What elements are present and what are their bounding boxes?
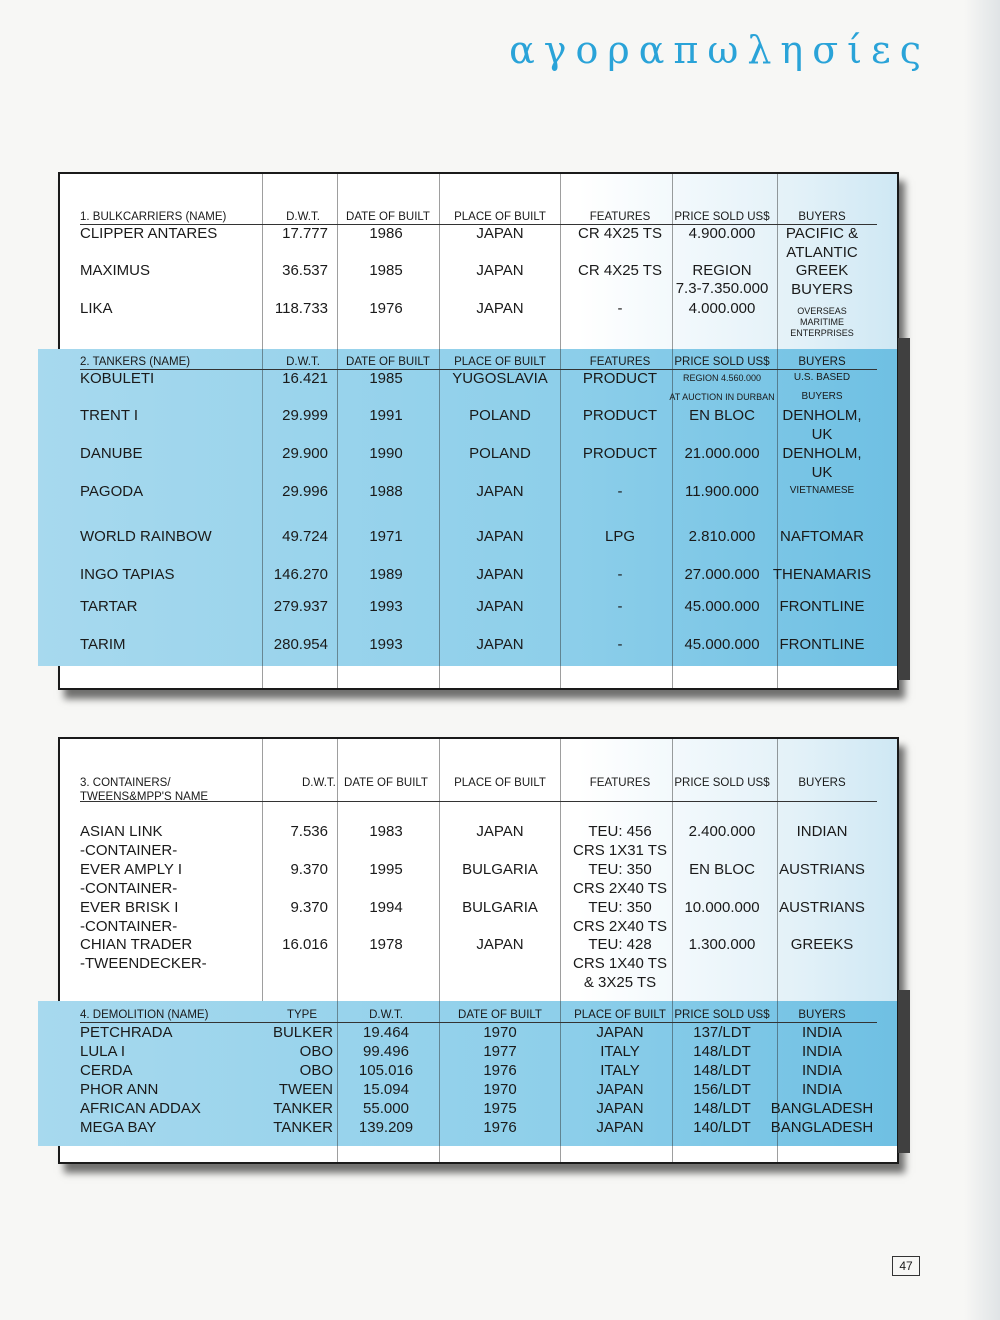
vessel-name: LIKA (80, 300, 113, 317)
page-number: 47 (892, 1256, 920, 1276)
dwt-value: 29.996 (282, 483, 328, 500)
year-built: 1976 (483, 1062, 517, 1079)
buyers: INDIA (801, 1024, 843, 1041)
buyers: INDIA (801, 1043, 843, 1060)
features: CRS 1X31 TS (573, 842, 667, 859)
features: TEU: 350 (588, 861, 652, 878)
price-sold: 140/LDT (693, 1119, 751, 1136)
place-built: BULGARIA (462, 899, 538, 916)
place-built: JAPAN (476, 636, 524, 653)
year-built: 1985 (369, 262, 403, 279)
price-sold: EN BLOC (689, 861, 755, 878)
buyers: U.S. BASED (793, 372, 851, 383)
year-built: 1977 (483, 1043, 517, 1060)
column-header: TWEENS&MPP'S NAME (80, 791, 209, 803)
panel-bulk-tankers (58, 172, 899, 690)
column-header: PLACE OF BUILT (454, 777, 546, 789)
place-built: POLAND (469, 407, 531, 424)
column-header: PRICE SOLD US$ (674, 777, 770, 789)
vessel-name: KOBULETI (80, 370, 155, 387)
buyers: MARITIME (800, 317, 844, 327)
buyers: AUSTRIANS (779, 899, 865, 916)
place-built: ITALY (600, 1043, 640, 1060)
column-header: PRICE SOLD US$ (674, 1009, 770, 1021)
features: - (617, 598, 623, 615)
column-header: 1. BULKCARRIERS (NAME) (80, 211, 227, 223)
place-built: JAPAN (476, 566, 524, 583)
features: CRS 2X40 TS (573, 880, 667, 897)
vessel-type: BULKER (272, 1024, 333, 1041)
price-sold: 10.000.000 (684, 899, 760, 916)
place-built: YUGOSLAVIA (452, 370, 548, 387)
column-header: D.W.T. (286, 211, 320, 223)
place-built: JAPAN (596, 1024, 644, 1041)
vessel-type: TWEEN (278, 1081, 333, 1098)
dwt-value: 19.464 (363, 1024, 409, 1041)
features: PRODUCT (582, 445, 658, 462)
place-built: ITALY (600, 1062, 640, 1079)
dwt-value: 16.016 (282, 936, 328, 953)
price-sold: 156/LDT (693, 1081, 751, 1098)
buyers: BUYERS (801, 391, 843, 402)
place-built: JAPAN (476, 225, 524, 242)
vessel-name: CLIPPER ANTARES (80, 225, 218, 242)
vessel-name: -CONTAINER- (80, 880, 178, 897)
buyers: AUSTRIANS (779, 861, 865, 878)
column-header: PLACE OF BUILT (454, 211, 546, 223)
dwt-value: 99.496 (363, 1043, 409, 1060)
vessel-name: LULA I (80, 1043, 126, 1060)
column-header: PLACE OF BUILT (574, 1009, 666, 1021)
buyers: INDIA (801, 1081, 843, 1098)
buyers: UK (811, 464, 833, 481)
year-built: 1993 (369, 598, 403, 615)
buyers: VIETNAMESE (789, 485, 855, 496)
price-sold: 11.900.000 (685, 483, 759, 500)
year-built: 1970 (483, 1024, 517, 1041)
page-fold-shadow (964, 0, 1000, 1320)
column-header: D.W.T. (286, 356, 320, 368)
buyers: DENHOLM, (782, 407, 862, 424)
vessel-name: PETCHRADA (80, 1024, 173, 1041)
year-built: 1975 (483, 1100, 517, 1117)
price-sold: REGION 4.560.000 (682, 373, 762, 383)
buyers: INDIAN (796, 823, 848, 840)
price-sold: 4.000.000 (688, 300, 756, 317)
column-header: 3. CONTAINERS/ (80, 777, 171, 789)
dwt-value: 55.000 (363, 1100, 409, 1117)
features: PRODUCT (582, 407, 658, 424)
column-header: BUYERS (798, 211, 846, 223)
buyers: THENAMARIS (772, 566, 872, 583)
year-built: 1976 (483, 1119, 517, 1136)
column-header: FEATURES (589, 356, 651, 368)
price-sold: 1.300.000 (688, 936, 756, 953)
column-header: BUYERS (798, 1009, 846, 1021)
column-header: TYPE (286, 1009, 318, 1021)
place-built: JAPAN (476, 936, 524, 953)
price-sold: 27.000.000 (684, 566, 760, 583)
dwt-value: 9.370 (290, 899, 328, 916)
buyers: NAFTOMAR (780, 528, 864, 545)
features: TEU: 456 (588, 823, 652, 840)
vessel-name: INGO TAPIAS (80, 566, 175, 583)
buyers: FRONTLINE (779, 598, 865, 615)
features: CRS 1X40 TS (573, 955, 667, 972)
features: TEU: 350 (588, 899, 652, 916)
year-built: 1983 (369, 823, 403, 840)
vessel-name: TRENT I (80, 407, 139, 424)
dwt-value: 279.937 (273, 598, 328, 615)
features: - (617, 566, 623, 583)
features: LPG (604, 528, 636, 545)
year-built: 1991 (369, 407, 403, 424)
features: - (617, 300, 623, 317)
vessel-name: PHOR ANN (80, 1081, 159, 1098)
price-sold: 45.000.000 (684, 598, 760, 615)
buyers: DENHOLM, (782, 445, 862, 462)
year-built: 1985 (369, 370, 403, 387)
features: CR 4X25 TS (578, 262, 662, 279)
column-header: D.W.T. (369, 1009, 403, 1021)
vessel-name: TARTAR (80, 598, 138, 615)
vessel-type: TANKER (273, 1119, 333, 1136)
column-header: 2. TANKERS (NAME) (80, 356, 191, 368)
vessel-name: EVER AMPLY I (80, 861, 182, 878)
year-built: 1993 (369, 636, 403, 653)
panel-tab (898, 990, 910, 1153)
price-sold: 45.000.000 (684, 636, 760, 653)
buyers: ENTERPRISES (790, 328, 854, 338)
vessel-name: -CONTAINER- (80, 918, 178, 935)
vessel-name: AFRICAN ADDAX (80, 1100, 201, 1117)
place-built: JAPAN (596, 1081, 644, 1098)
vessel-name: PAGODA (80, 483, 144, 500)
vessel-type: OBO (299, 1043, 333, 1060)
place-built: JAPAN (476, 598, 524, 615)
vessel-name: CHIAN TRADER (80, 936, 193, 953)
vessel-type: TANKER (273, 1100, 333, 1117)
dwt-value: 7.536 (290, 823, 328, 840)
price-sold: 7.3-7.350.000 (675, 280, 769, 297)
year-built: 1989 (369, 566, 403, 583)
price-sold: 21.000.000 (684, 445, 760, 462)
features: CR 4X25 TS (578, 225, 662, 242)
vessel-name: -CONTAINER- (80, 842, 178, 859)
vessel-name: ASIAN LINK (80, 823, 163, 840)
price-sold: 137/LDT (693, 1024, 751, 1041)
dwt-value: 16.421 (282, 370, 328, 387)
place-built: JAPAN (596, 1119, 644, 1136)
price-sold: REGION (692, 262, 752, 279)
price-sold: 2.810.000 (688, 528, 756, 545)
buyers: GREEK (795, 262, 849, 279)
buyers: INDIA (801, 1062, 843, 1079)
column-header: DATE OF BUILT (458, 1009, 542, 1021)
dwt-value: 49.724 (282, 528, 328, 545)
vessel-name: EVER BRISK I (80, 899, 179, 916)
column-header: PRICE SOLD US$ (674, 356, 770, 368)
buyers: FRONTLINE (779, 636, 865, 653)
column-header: PLACE OF BUILT (454, 356, 546, 368)
features: CRS 2X40 TS (573, 918, 667, 935)
year-built: 1978 (369, 936, 403, 953)
column-header: FEATURES (589, 211, 651, 223)
dwt-value: 15.094 (363, 1081, 409, 1098)
column-header: BUYERS (798, 777, 846, 789)
column-header: D.W.T. (302, 777, 336, 789)
buyers: ATLANTIC (786, 244, 858, 261)
panel-containers-demolition (58, 737, 899, 1164)
vessel-name: DANUBE (80, 445, 143, 462)
price-sold: 148/LDT (693, 1062, 751, 1079)
price-sold: AT AUCTION IN DURBAN (669, 392, 775, 402)
dwt-value: 17.777 (282, 225, 328, 242)
buyers: UK (811, 426, 833, 443)
column-header: BUYERS (798, 356, 846, 368)
place-built: BULGARIA (462, 861, 538, 878)
dwt-value: 9.370 (290, 861, 328, 878)
year-built: 1971 (369, 528, 403, 545)
column-header: FEATURES (589, 777, 651, 789)
dwt-value: 105.016 (358, 1062, 414, 1079)
features: - (617, 636, 623, 653)
vessel-type: OBO (299, 1062, 333, 1079)
features: PRODUCT (582, 370, 658, 387)
year-built: 1988 (369, 483, 403, 500)
column-header: 4. DEMOLITION (NAME) (80, 1009, 209, 1021)
buyers: BANGLADESH (770, 1119, 874, 1136)
year-built: 1990 (369, 445, 403, 462)
vessel-name: WORLD RAINBOW (80, 528, 212, 545)
vessel-name: TARIM (80, 636, 126, 653)
dwt-value: 139.209 (358, 1119, 414, 1136)
place-built: JAPAN (476, 300, 524, 317)
column-header: DATE OF BUILT (344, 777, 428, 789)
price-sold: EN BLOC (689, 407, 755, 424)
year-built: 1976 (369, 300, 403, 317)
place-built: JAPAN (596, 1100, 644, 1117)
price-sold: 2.400.000 (688, 823, 756, 840)
column-header: DATE OF BUILT (346, 211, 430, 223)
year-built: 1970 (483, 1081, 517, 1098)
panel-tab (898, 338, 910, 680)
price-sold: 4.900.000 (688, 225, 756, 242)
year-built: 1994 (369, 899, 403, 916)
dwt-value: 280.954 (273, 636, 328, 653)
place-built: JAPAN (476, 262, 524, 279)
dwt-value: 29.900 (282, 445, 328, 462)
price-sold: 148/LDT (693, 1043, 751, 1060)
year-built: 1986 (369, 225, 403, 242)
dwt-value: 36.537 (282, 262, 328, 279)
dwt-value: 118.733 (274, 300, 328, 317)
place-built: POLAND (469, 445, 531, 462)
features: & 3X25 TS (583, 974, 657, 991)
year-built: 1995 (369, 861, 403, 878)
place-built: JAPAN (476, 528, 524, 545)
buyers: GREEKS (790, 936, 854, 953)
buyers: OVERSEAS (797, 306, 847, 316)
vessel-name: -TWEENDECKER- (80, 955, 207, 972)
vessel-name: MAXIMUS (80, 262, 151, 279)
vessel-name: MEGA BAY (80, 1119, 157, 1136)
dwt-value: 146.270 (273, 566, 328, 583)
buyers: BANGLADESH (770, 1100, 874, 1117)
dwt-value: 29.999 (282, 407, 328, 424)
buyers: BUYERS (791, 281, 853, 298)
column-header: PRICE SOLD US$ (674, 211, 770, 223)
price-sold: 148/LDT (693, 1100, 751, 1117)
buyers: PACIFIC & (785, 225, 859, 242)
features: - (617, 483, 623, 500)
page-title: αγοραπωλησίες (509, 28, 930, 72)
column-header: DATE OF BUILT (346, 356, 430, 368)
vessel-name: CERDA (80, 1062, 133, 1079)
place-built: JAPAN (476, 823, 524, 840)
features: TEU: 428 (588, 936, 652, 953)
place-built: JAPAN (476, 483, 524, 500)
